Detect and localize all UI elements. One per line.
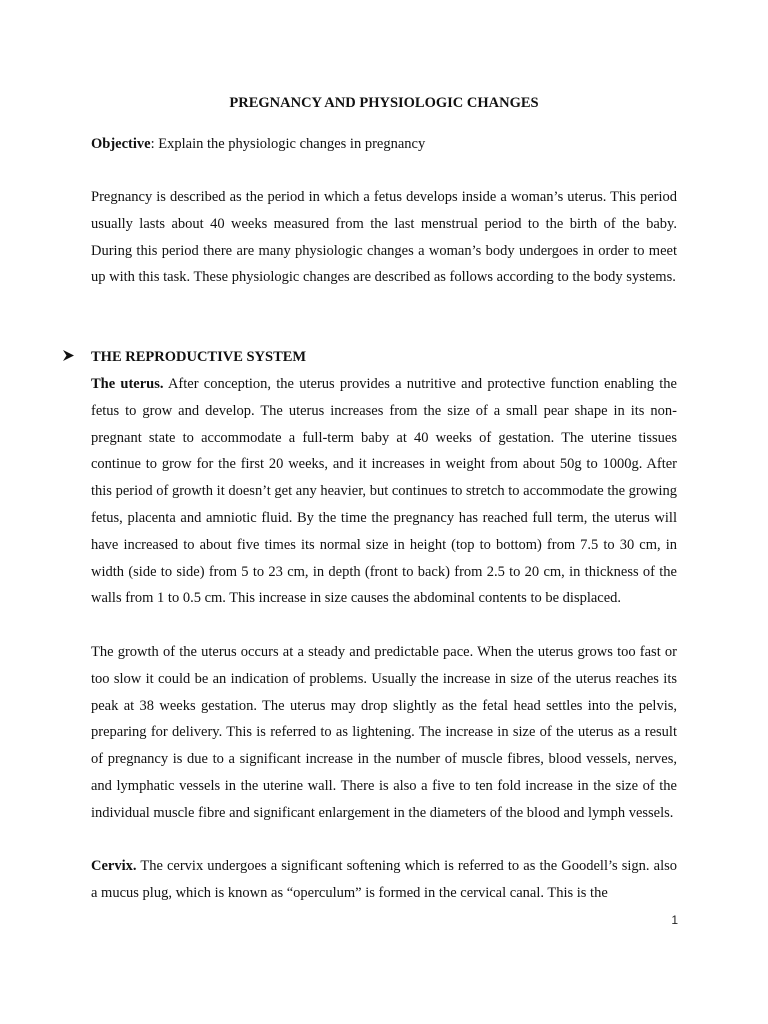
objective-line <box>91 134 425 154</box>
section-heading-text: THE REPRODUCTIVE SYSTEM <box>91 349 307 365</box>
intro-paragraph: Pregnancy is described as the period in which a fetus develops inside a woman’s uterus. This period usually lasts about 40 weeks measured from the last menstrual period to the birth of the baby. During this period there are many physiologic changes a woman’s body undergoes in order to meet up with this task. These physiologic changes are described as follows according to the body systems. <box>91 189 677 286</box>
section-heading <box>62 344 306 371</box>
objective-label: Objective <box>91 136 151 152</box>
cervix-paragraph <box>91 853 677 907</box>
uterus-paragraph <box>91 371 677 612</box>
document-title: PREGNANCY AND PHYSIOLOGIC CHANGES <box>229 95 539 111</box>
uterus-lead: The uterus. <box>91 376 164 392</box>
objective-text: : Explain the physiologic changes in pregnancy <box>150 136 426 152</box>
uterus-growth-paragraph: The growth of the uterus occurs at a steady and predictable pace. When the uterus grows too fast or too slow it could be an indication of problems. Usually the increase in size of the uterus reaches its peak at 38 weeks gestation. The uterus may drop slightly as the fetal head settles into the pelvis, preparing for delivery. This is referred to as lightening. The increase in size of the uterus as a result of pregnancy is due to a significant increase in the number of muscle fibres, blood vessels, nerves, and lymphatic vessels in the uterine wall. There is also a five to ten fold increase in the size of the individual muscle fibre and significant enlargement in the diameters of the blood and lymph vessels. <box>91 644 677 821</box>
uterus-text: After conception, the uterus provides a nutritive and protective function enabling the fetus to grow and develop. The uterus increases from the size of a small pear shape in its non-pregnant state to accommodate a full-term baby at 40 weeks of gestation. The uterine tissues continue to grow for the first 20 weeks, and it increases in weight from about 50g to 1000g. After this period of growth it doesn’t get any heavier, but continues to stretch to accommodate the growing fetus, placenta and amniotic fluid. By the time the pregnancy has reached full term, the uterus will have increased to about five times its normal size in height (top to bottom) from 7.5 to 30 cm, in width (side to side) from 5 to 23 cm, in depth (front to back) from 2.5 to 20 cm, in thickness of the walls from 1 to 0.5 cm. This increase in size causes the abdominal contents to be displaced. <box>91 376 677 607</box>
arrowhead-bullet-icon <box>62 349 75 362</box>
cervix-text: The cervix undergoes a significant softening which is referred to as the Goodell’s sign. also a mucus plug, which is known as “operculum” is formed in the cervical canal. This is the <box>91 858 677 901</box>
page-number: 1 <box>671 913 678 927</box>
cervix-lead: Cervix. <box>91 858 137 874</box>
